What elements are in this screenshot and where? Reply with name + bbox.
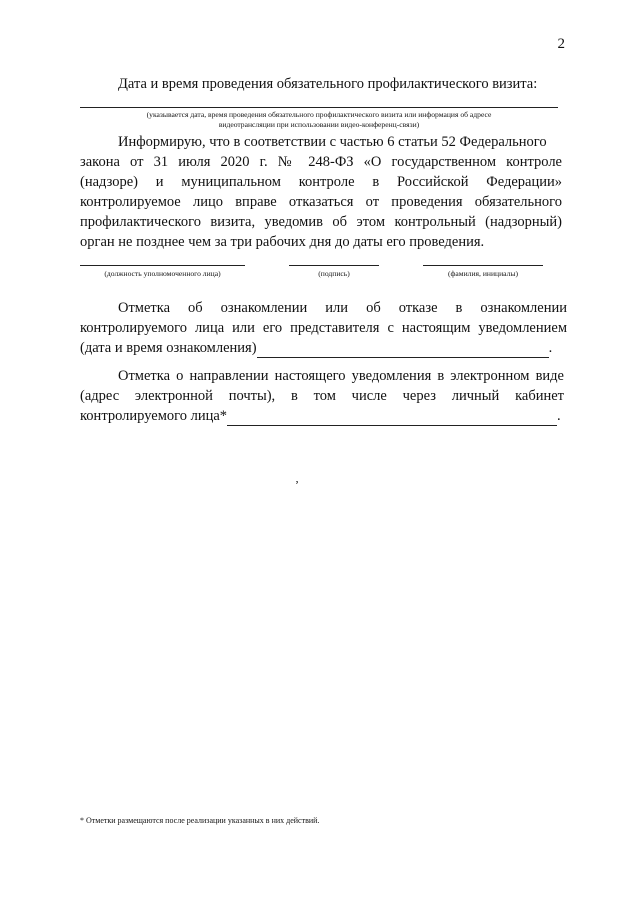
position-line [80,265,245,266]
stray-mark: ʼ [295,478,299,492]
inform-line-1: Информирую, что в соответствии с частью 6 статьи 52 Федерального [118,134,547,150]
visit-note-line-1: (указывается дата, время проведения обязательного профилактического визита или информация об адресе [146,110,492,119]
inform-line-3: (надзоре) и муниципальном контроле в Российской Федерации» [80,174,562,190]
visit-fill-line [80,107,558,108]
inform-line-4: контролируемое лицо вправе отказаться от проведения обязательного [80,194,562,210]
ack-last-suffix: . [548,340,553,356]
position-caption: (должность уполномоченного лица) [104,269,221,278]
visit-note [80,110,558,130]
inform-line-2: закона от 31 июля 2020 г. № 248-ФЗ «О государственном контроле [80,154,562,170]
visit-heading: Дата и время проведения обязательного профилактического визита: [118,76,538,92]
inform-line-5: профилактического визита, уведомив об этом контрольный (надзорный) [80,214,562,230]
ack-paragraph [80,298,567,358]
signature-line [289,265,379,266]
name-line [423,265,543,266]
inform-paragraph [80,132,562,252]
electronic-line-1: Отметка о направлении настоящего уведомления в электронном виде [118,368,564,384]
ack-line-2: контролируемого лица или его представителя с настоящим уведомлением [80,320,567,336]
electronic-last-prefix: контролируемого лица* [80,408,228,424]
name-caption: (фамилия, инициалы) [447,269,518,278]
ack-fill-blank [257,343,549,358]
ack-last-prefix: (дата и время ознакомления) [80,340,257,356]
visit-note-line-2: видеотрансляции при использовании видео-конференц-связи) [218,120,420,129]
footnote: * Отметки размещаются после реализации указанных в них действий. [80,816,320,825]
electronic-last-suffix: . [557,408,561,424]
electronic-paragraph [80,366,564,426]
electronic-fill-blank [227,411,557,426]
signature-caption: (подпись) [318,269,350,278]
ack-line-3 [80,338,567,358]
inform-line-6: орган не позднее чем за три рабочих дня до даты его проведения. [80,234,485,250]
electronic-line-2: (адрес электронной почты), в том числе через личный кабинет [80,388,564,404]
ack-line-1: Отметка об ознакомлении или об отказе в ознакомлении [118,300,567,316]
page-number: 2 [557,36,565,52]
electronic-line-3 [80,406,564,426]
